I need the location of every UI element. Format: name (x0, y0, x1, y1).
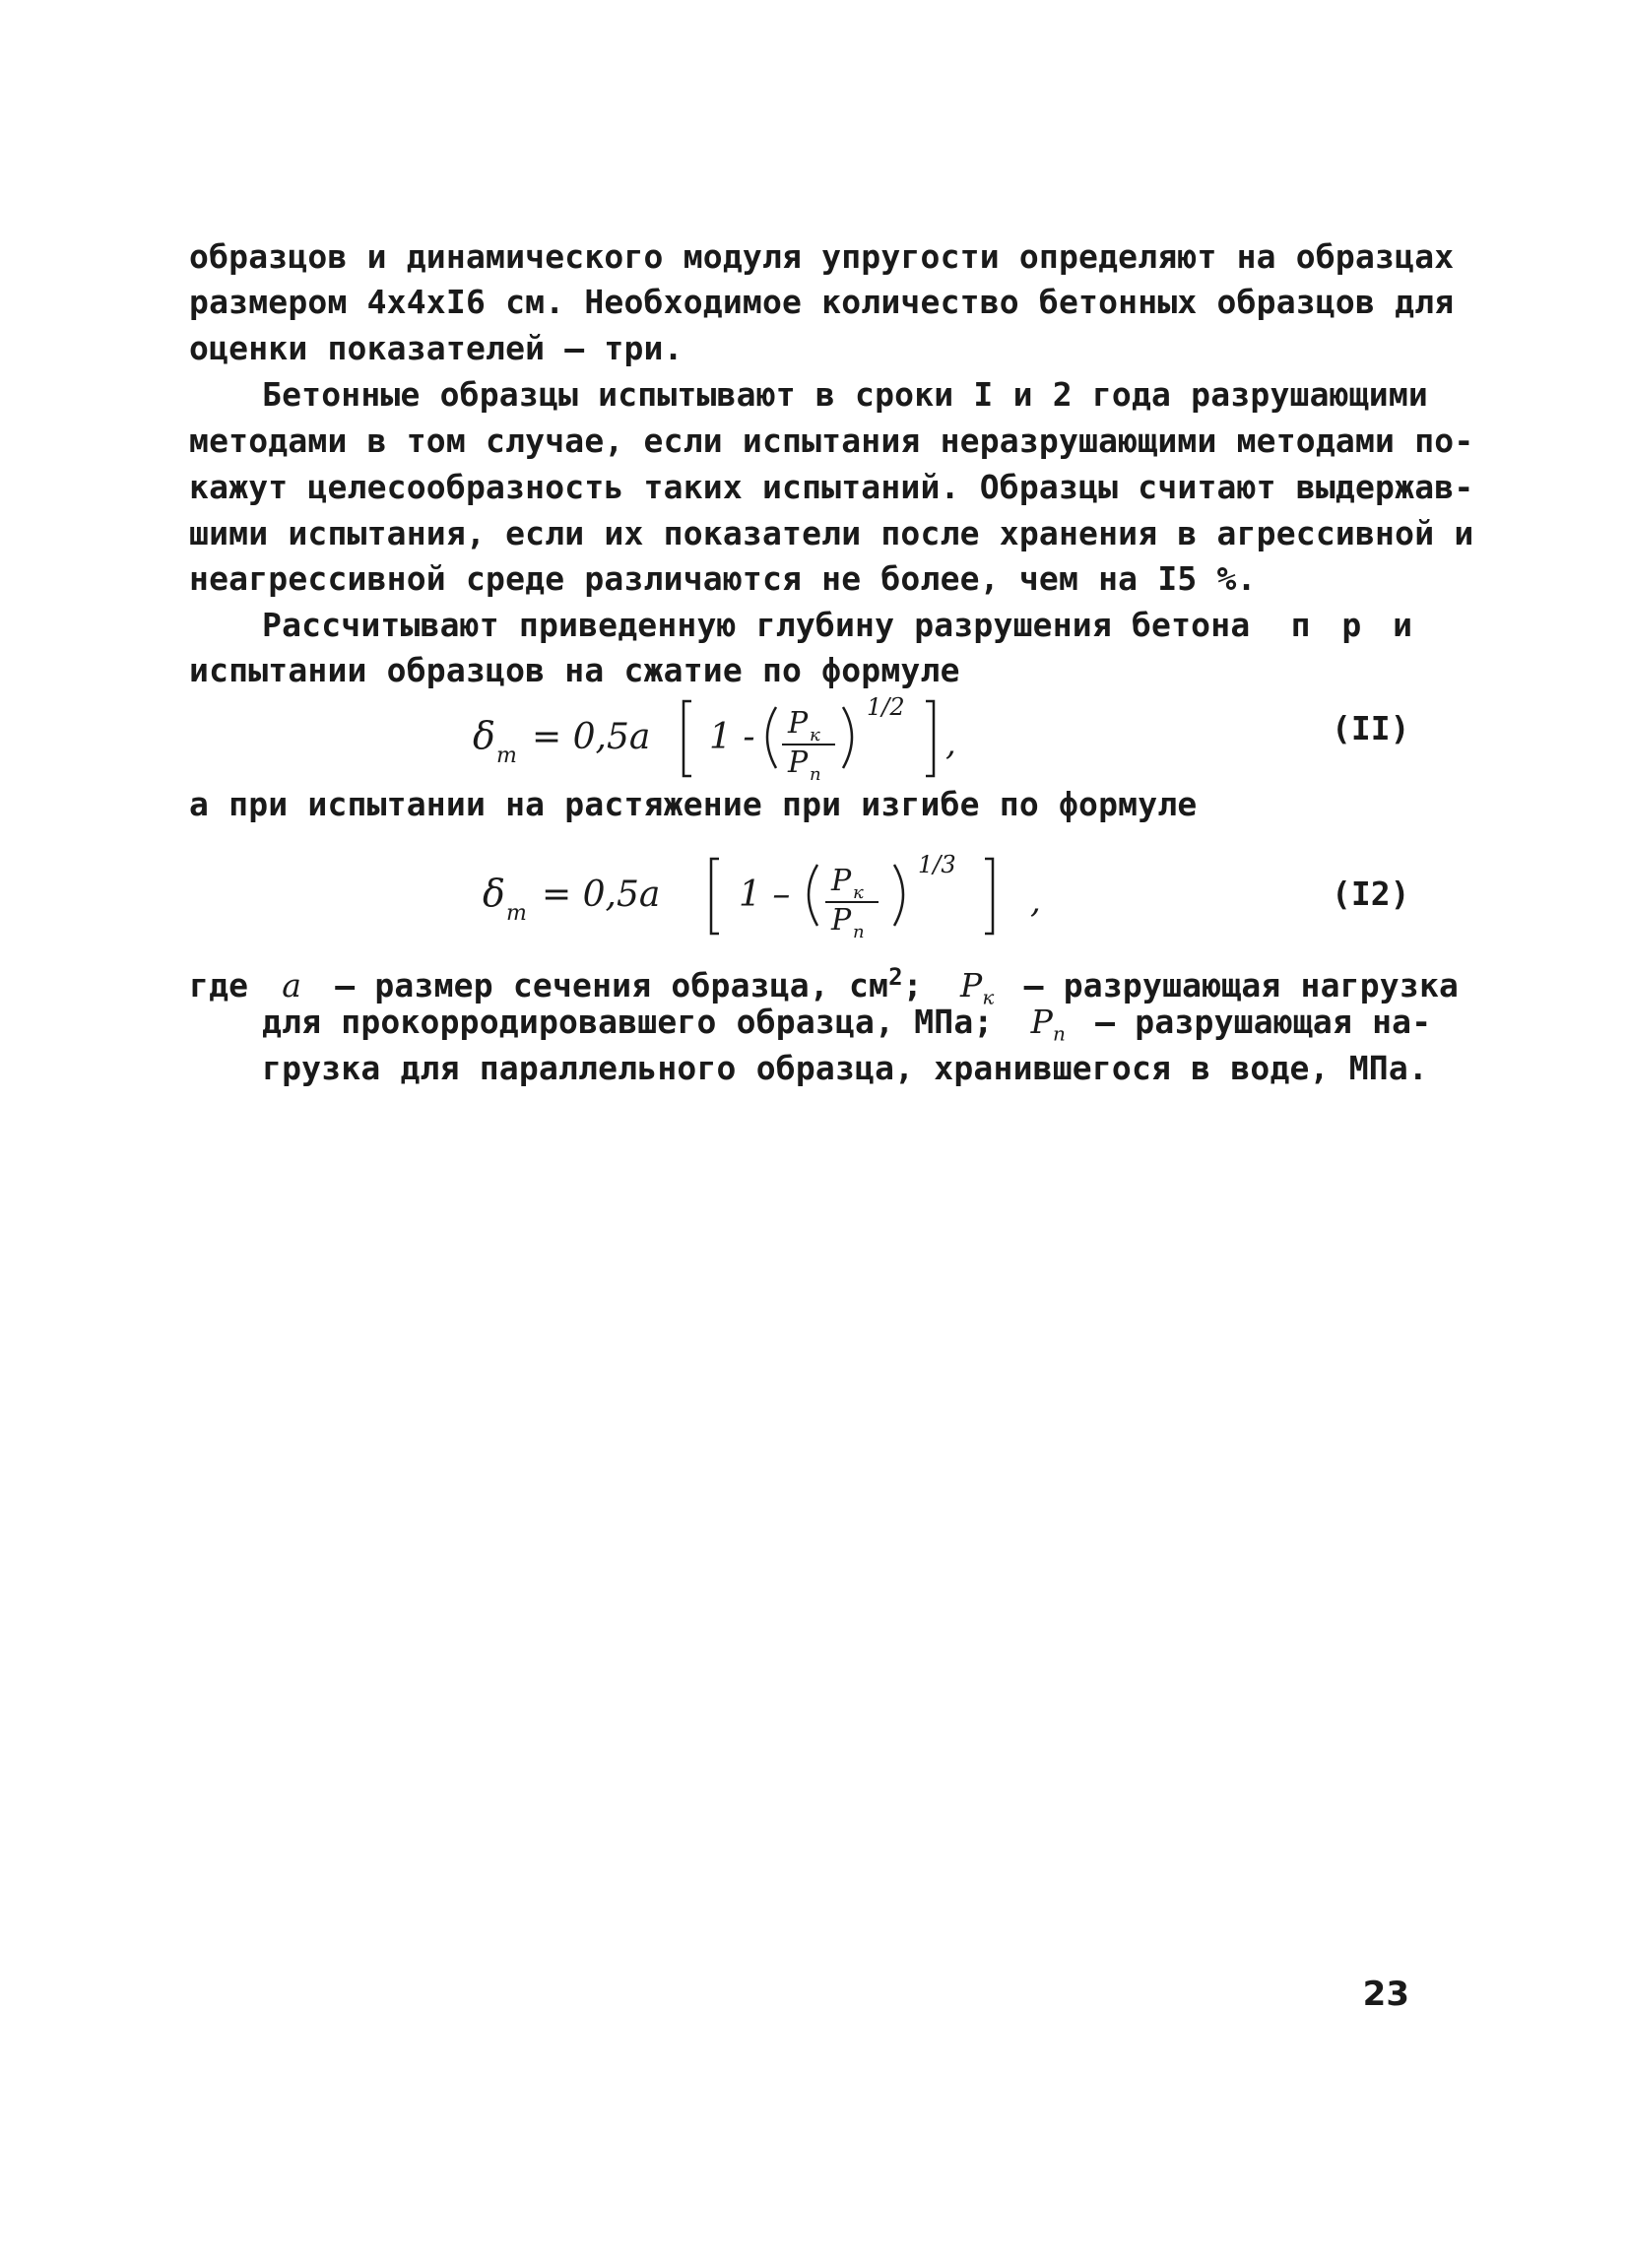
legend-symbol-a: a (282, 966, 302, 1004)
formula12-den: P (831, 903, 852, 938)
legend-pk-desc: – разрушающая нагрузка (1023, 966, 1460, 1004)
legend-pn-desc: – разрушающая на- (1095, 1003, 1432, 1041)
legend-semicolon: ; (902, 966, 923, 1004)
formula11-num: P (788, 706, 809, 741)
formula12-left-bracket (711, 859, 719, 934)
formula11-eq: = 0,5a (532, 717, 651, 757)
paragraph2-line1: Бетонные образцы испытывают в сроки I и 2 года разрушающими (262, 375, 1428, 414)
paragraph2-line2: методами в том случае, если испытания неразрушающими методами по- (189, 421, 1474, 460)
paragraph3-line2: испытании образцов на сжатие по формуле (189, 651, 960, 689)
formula-11 (463, 680, 1014, 788)
formula12-comma: , (1030, 881, 1041, 921)
formula11-num-sub: к (810, 725, 820, 745)
formula12-right-bracket (985, 859, 993, 934)
formula12-exp: 1/3 (918, 851, 956, 878)
legend-where: где (189, 966, 249, 1004)
paragraph3-line1 (262, 603, 1418, 648)
paragraph2-line4: шими испытания, если их показатели после хранения в агрессивной и (189, 514, 1474, 552)
formula11-den: P (788, 745, 809, 780)
formula11-left-bracket (684, 701, 691, 776)
formula12-right-paren (894, 865, 903, 926)
formula11-left-paren (767, 707, 776, 768)
paragraph3-line1-tail: п р и (1290, 606, 1418, 644)
legend-symbol-pk-sub: к (982, 985, 995, 1009)
formula12-num: P (831, 864, 852, 898)
legend-sup-2: 2 (888, 963, 903, 991)
legend-symbol-pn-sub: п (1053, 1021, 1067, 1046)
paragraph4-line1: а при испытании на растяжение при изгибе по формуле (189, 785, 1198, 823)
formula12-num-sub: к (853, 882, 864, 903)
formula11-one: 1 - (709, 717, 755, 757)
paragraph1-line2: размером 4х4хI6 см. Необходимое количество бетонных образцов для (189, 283, 1455, 321)
legend-line3: грузка для параллельного образца, хранившегося в воде, МПа. (262, 1049, 1428, 1087)
formula12-left-paren (809, 865, 817, 926)
legend-symbol-pk: P (959, 966, 983, 1004)
formula11-number: (II) (1332, 709, 1410, 747)
legend-symbol-pn: P (1030, 1003, 1053, 1041)
paragraph1-line1: образцов и динамического модуля упругости определяют на образцах (189, 237, 1455, 276)
formula11-comma: , (945, 724, 956, 763)
formula12-lhs-sub: т (506, 901, 527, 926)
formula12-den-sub: п (853, 922, 865, 942)
paragraph3-line1-text: Рассчитывают приведенную глубину разрушения бетона (262, 606, 1251, 644)
formula12-eq: = 0,5a (542, 875, 661, 915)
paragraph2-line5: неагрессивной среде различаются не более, чем на I5 %. (189, 559, 1257, 598)
formula11-lhs: δ (473, 714, 495, 757)
formula11-lhs-sub: т (496, 744, 517, 768)
formula12-one: 1 – (739, 875, 791, 915)
legend-line2-text: для прокорродировавшего образца, МПа; (262, 1003, 994, 1041)
legend-a-desc: – размер сечения образца, см (335, 966, 889, 1004)
formula11-exp: 1/2 (867, 693, 905, 721)
formula-12 (473, 837, 1123, 945)
formula11-den-sub: п (810, 764, 821, 785)
page-number: 23 (1362, 1975, 1409, 2014)
paragraph1-line3: оценки показателей – три. (189, 329, 684, 367)
formula11-right-bracket (926, 701, 934, 776)
formula12-lhs: δ (483, 872, 505, 915)
paragraph2-line3: кажут целесообразность таких испытаний. Образцы считают выдержав- (189, 468, 1474, 506)
formula12-number: (I2) (1332, 875, 1410, 913)
formula11-right-paren (843, 707, 852, 768)
